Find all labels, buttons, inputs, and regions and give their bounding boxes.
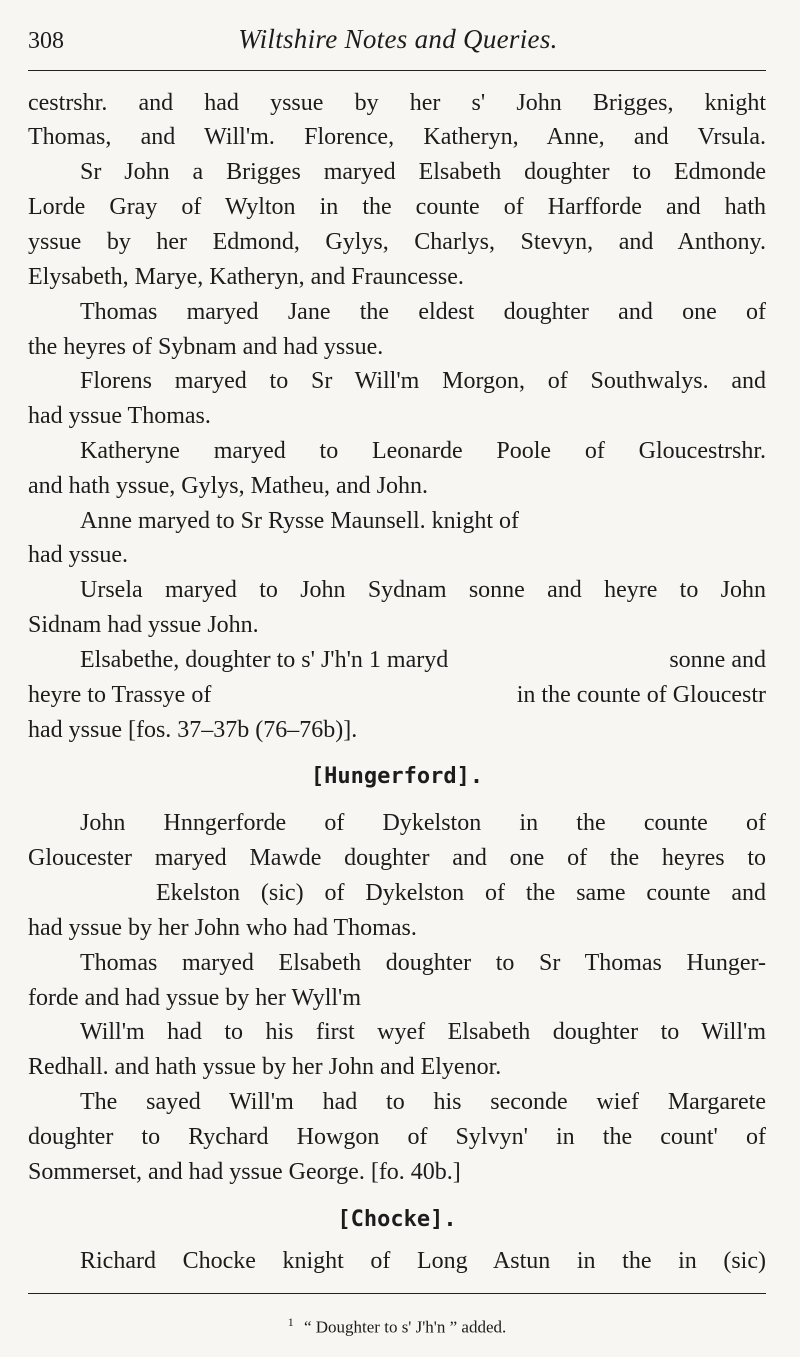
section-heading-hungerford: [Hungerford]. [310, 764, 484, 789]
text-line: had yssue. [28, 542, 128, 568]
text-line: doughter to Rychard Howgon of Sylvyn' in the count' of [28, 1124, 766, 1150]
text-line: Richard Chocke knight of Long Astun in the in (sic) [80, 1248, 766, 1274]
text-line: Sidnam had yssue John. [28, 612, 259, 638]
text-line-split [28, 678, 766, 712]
text-line: Gloucester maryed Mawde doughter and one of the heyres to [28, 845, 766, 871]
text-line: Ekelston (sic) of Dykelston of the same counte and [156, 880, 766, 906]
text-line: Ursela maryed to John Sydnam sonne and heyre to John [80, 577, 766, 603]
text-line: forde and had yssue by her Wyll'm [28, 985, 362, 1011]
text-line: Thomas maryed Elsabeth doughter to Sr Thomas Hunger- [80, 950, 766, 976]
text-line: yssue by her Edmond, Gylys, Charlys, Stevyn, and Anthony. [28, 229, 766, 255]
page-header [28, 22, 768, 62]
section-heading-chocke: [Chocke]. [337, 1207, 457, 1232]
text-line: Thomas, and Will'm. Florence, Katheryn, Anne, and Vrsula. [28, 124, 766, 150]
footnote [28, 1310, 766, 1340]
text-line-split [28, 643, 766, 677]
text-line: Redhall. and hath yssue by her John and Elyenor. [28, 1054, 502, 1080]
text-line: Anne maryed to Sr Rysse Maunsell. knight of [80, 508, 519, 534]
running-title: Wiltshire Notes and Queries. [238, 24, 558, 54]
text-line: had yssue by her John who had Thomas. [28, 915, 417, 941]
text-line: the heyres of Sybnam and had yssue. [28, 334, 384, 360]
text-line: and hath yssue, Gylys, Matheu, and John. [28, 473, 428, 499]
text-line: had yssue Thomas. [28, 403, 211, 429]
page-number: 308 [28, 28, 64, 54]
text-line: Florens maryed to Sr Will'm Morgon, of Southwalys. and [80, 368, 766, 394]
text-line: cestrshr. and had yssue by her s' John Brigges, knight [28, 90, 766, 116]
text-line: John Hnngerforde of Dykelston in the counte of [80, 810, 766, 836]
text-line: had yssue [fos. 37–37b (76–76b)]. [28, 717, 358, 743]
text-line: Sommerset, and had yssue George. [fo. 40b.] [28, 1159, 461, 1185]
text-line: Will'm had to his first wyef Elsabeth doughter to Will'm [80, 1019, 766, 1045]
footnote-mark: 1 [287, 1315, 294, 1329]
text-segment: heyre to Trassye of [28, 682, 212, 708]
footnote-rule [28, 1293, 766, 1294]
text-line: Elysabeth, Marye, Katheryn, and Frauncesse. [28, 264, 464, 290]
text-line: Katheryne maryed to Leonarde Poole of Gloucestrshr. [80, 438, 766, 464]
footnote-text: “ Doughter to s' J'h'n ” added. [303, 1317, 507, 1337]
text-segment: sonne and [669, 647, 766, 673]
text-line: The sayed Will'm had to his seconde wief Margarete [80, 1089, 766, 1115]
header-rule [28, 70, 766, 71]
text-line: Sr John a Brigges maryed Elsabeth doughter to Edmonde [80, 159, 766, 185]
text-segment: in the counte of Gloucestr [516, 682, 766, 708]
text-line: Thomas maryed Jane the eldest doughter and one of [80, 299, 766, 325]
text-segment: Elsabethe, doughter to s' J'h'n 1 maryd [80, 647, 449, 673]
text-line: Lorde Gray of Wylton in the counte of Harfforde and hath [28, 194, 766, 220]
